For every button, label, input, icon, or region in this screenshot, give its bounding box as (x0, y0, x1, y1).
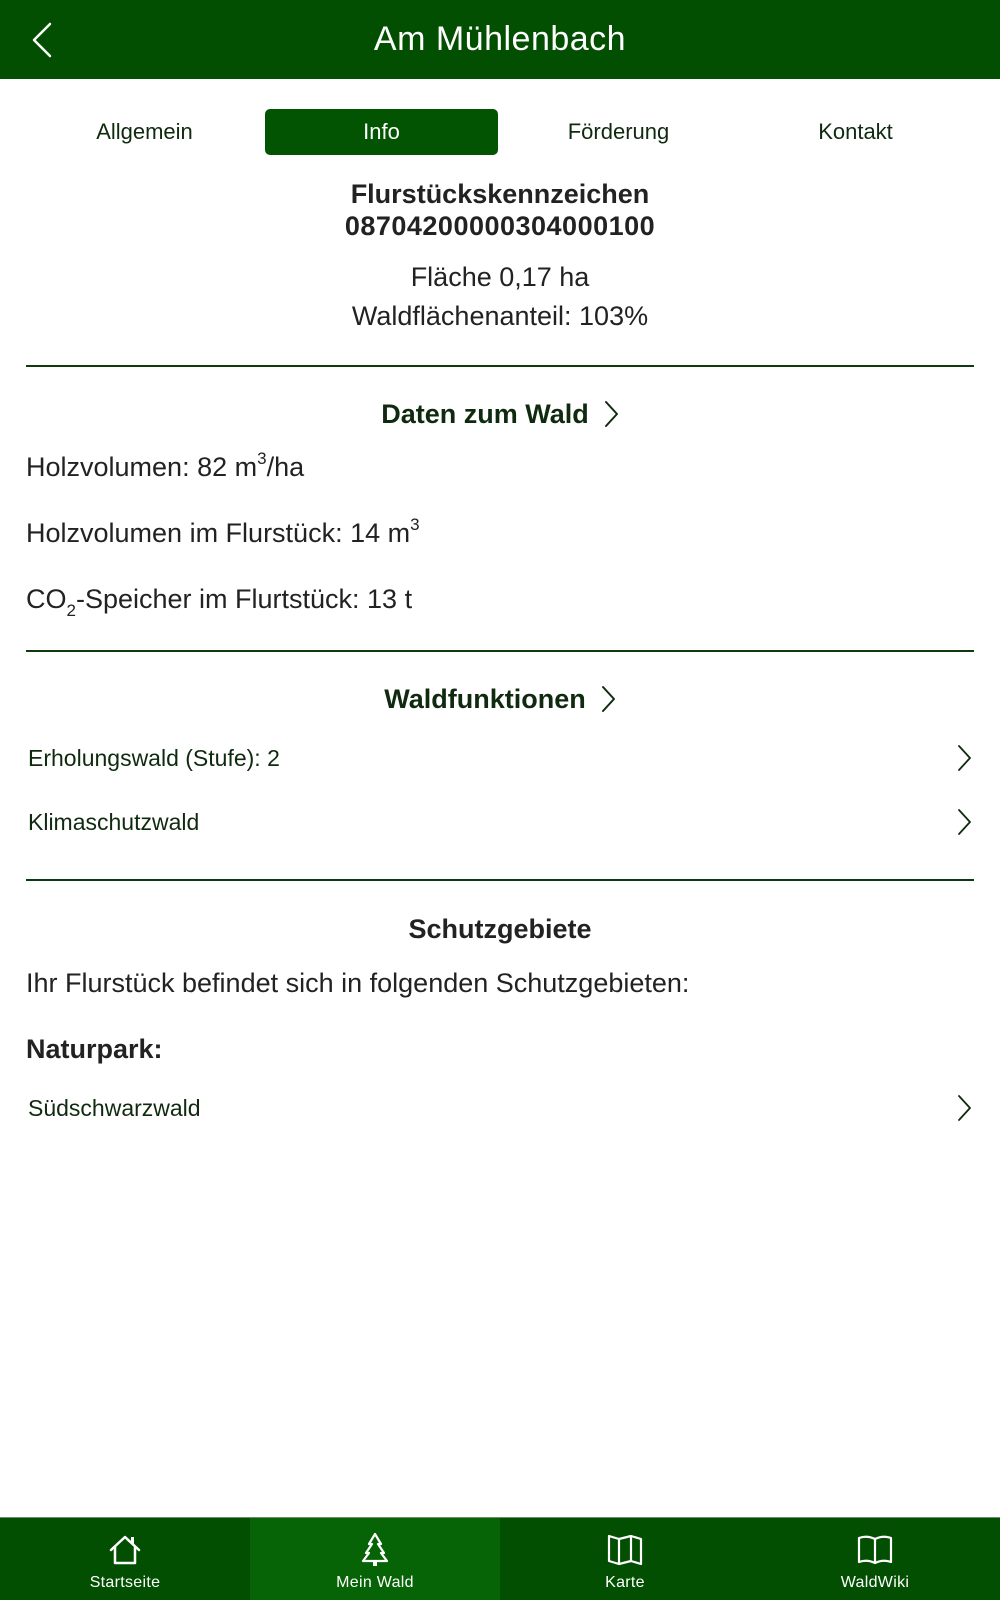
divider (26, 365, 974, 367)
subscript: 2 (66, 601, 76, 620)
forest-functions-title: Waldfunktionen (384, 683, 586, 714)
chevron-left-icon (30, 21, 54, 59)
superscript: 3 (410, 515, 420, 534)
divider (26, 650, 974, 652)
co2-text: CO (26, 584, 67, 614)
chevron-right-icon (954, 807, 974, 837)
tab-allgemein[interactable]: Allgemein (96, 119, 193, 144)
list-item-label: Klimaschutzwald (28, 808, 200, 835)
wood-volume-text: Holzvolumen: 82 m (26, 452, 258, 482)
forest-data-title: Daten zum Wald (381, 398, 589, 429)
superscript: 3 (257, 449, 267, 468)
divider (26, 879, 974, 881)
tab-bar (26, 109, 974, 155)
naturpark-heading: Naturpark: (26, 1034, 163, 1064)
parcel-area: Fläche 0,17 ha (410, 262, 590, 292)
home-icon (107, 1532, 143, 1568)
tab-kontakt[interactable]: Kontakt (818, 119, 893, 144)
nav-label: Startseite (89, 1574, 161, 1591)
nav-mein-wald[interactable] (250, 1518, 500, 1600)
tab-info[interactable]: Info (265, 109, 498, 155)
parcel-id-label: Flurstückskennzeichen (350, 179, 650, 209)
wood-volume (26, 449, 305, 483)
chevron-right-icon (954, 1093, 974, 1123)
list-item-label: Erholungswald (Stufe): 2 (28, 744, 280, 771)
tab-foerderung[interactable]: Förderung (567, 119, 670, 144)
list-item-label: Südschwarzwald (28, 1094, 201, 1121)
parcel-wood-volume-text: Holzvolumen im Flurstück: 14 m (26, 518, 411, 548)
protected-areas-intro: Ihr Flurstück befindet sich in folgenden Schutzgebieten: (26, 968, 690, 998)
chevron-right-icon (954, 743, 974, 773)
list-item-erholungswald[interactable] (26, 733, 974, 783)
back-button[interactable] (26, 20, 58, 60)
forest-data-link[interactable] (0, 396, 1000, 432)
tree-icon (357, 1532, 393, 1568)
parcel-wood-volume (26, 515, 420, 549)
co2-storage (26, 584, 413, 620)
nav-label: WaldWiki (840, 1574, 910, 1591)
chevron-right-icon (603, 400, 619, 428)
forest-share: Waldflächenanteil: 103% (351, 301, 649, 331)
parcel-id-value: 08704200000304000100 (344, 211, 656, 241)
nav-startseite[interactable] (0, 1518, 250, 1600)
bottom-navigation (0, 1517, 1000, 1600)
nav-waldwiki[interactable] (750, 1518, 1000, 1600)
parcel-info (0, 178, 1000, 336)
nav-karte[interactable] (500, 1518, 750, 1600)
chevron-right-icon (600, 685, 616, 713)
nav-label: Mein Wald (336, 1574, 414, 1591)
map-icon (607, 1532, 643, 1568)
co2-storage-text: -Speicher im Flurtstück: 13 t (75, 584, 413, 614)
list-item-suedschwarzwald[interactable] (26, 1083, 974, 1133)
list-item-klimaschutzwald[interactable] (26, 797, 974, 847)
app-header (0, 0, 1000, 79)
protected-areas-title: Schutzgebiete (408, 913, 592, 944)
book-icon (857, 1532, 893, 1568)
wood-volume-unit: /ha (266, 452, 305, 482)
forest-functions-link[interactable] (0, 681, 1000, 717)
nav-label: Karte (605, 1574, 645, 1591)
page-title: Am Mühlenbach (373, 20, 627, 58)
